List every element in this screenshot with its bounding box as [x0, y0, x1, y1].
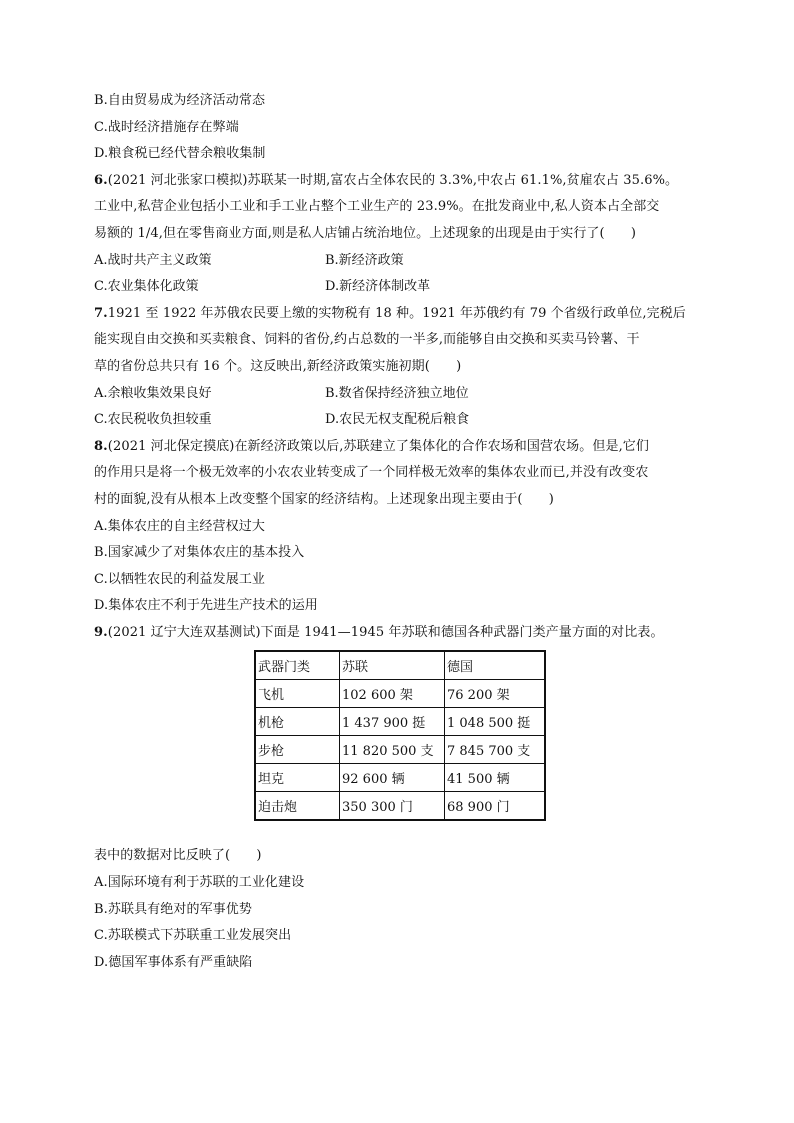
table-cell: 7 845 700 支: [445, 736, 546, 764]
q7-options-row-2: [94, 411, 714, 429]
q6-stem-line-3: 易额的 1/4,但在零售商业方面,则是私人店铺占统治地位。上述现象的出现是由于实行了( ): [94, 225, 637, 241]
q8-stem-line-3: 村的面貌,没有从根本上改变整个国家的经济结构。上述现象出现主要由于( ): [94, 491, 554, 507]
q7-option-c: C.农民税收负担较重: [94, 412, 212, 428]
table-cell: 机枪: [255, 708, 340, 736]
q5-option-b: B.自由贸易成为经济活动常态: [94, 93, 266, 108]
table-row: [255, 792, 545, 821]
q8-stem-line-1: [94, 438, 714, 456]
q9-option-c: C.苏联模式下苏联重工业发展突出: [94, 928, 292, 944]
table-row: [255, 708, 545, 736]
q7-option-a: A.余粮收集效果良好: [94, 385, 212, 401]
q6-stem-line-1: [94, 172, 714, 190]
q8-stem-line-2: 的作用只是将一个极无效率的小农农业转变成了一个同样极无效率的集体农业而已,并没有改变农: [94, 465, 649, 481]
q6-option-b: B.新经济政策: [325, 252, 404, 268]
weapons-table-wrapper: [254, 650, 714, 821]
q7-stem-line-3: 草的省份总共只有 16 个。这反映出,新经济政策实施初期( ): [94, 358, 462, 374]
q9-question: 表中的数据对比反映了( ): [94, 848, 262, 864]
table-cell: 41 500 辆: [445, 764, 546, 792]
q8-option-a: A.集体农庄的自主经营权过大: [94, 518, 265, 534]
table-cell: 102 600 架: [340, 680, 445, 708]
q7-option-d: D.农民无权支配税后粮食: [325, 412, 470, 428]
table-row: [255, 764, 545, 792]
q8-option-c: C.以牺牲农民的利益发展工业: [94, 571, 266, 587]
q9-option-a: A.国际环境有利于苏联的工业化建设: [94, 875, 305, 891]
table-cell: 迫击炮: [255, 792, 340, 821]
q9-stem: [94, 624, 714, 642]
table-cell: 76 200 架: [445, 680, 546, 708]
q5-option-c: C.战时经济措施存在弊端: [94, 119, 239, 135]
q5-option-d: D.粮食税已经代替余粮收集制: [94, 146, 266, 162]
table-cell: 350 300 门: [340, 792, 445, 821]
q9-option-b: B.苏联具有绝对的军事优势: [94, 901, 252, 917]
q8-option-d: D.集体农庄不利于先进生产技术的运用: [94, 598, 318, 614]
table-cell: 1 048 500 挺: [445, 708, 546, 736]
exam-page: [94, 92, 714, 980]
table-header-cell: 武器门类: [255, 651, 340, 680]
table-cell: 坦克: [255, 764, 340, 792]
weapons-comparison-table: [254, 650, 546, 821]
table-cell: 步枪: [255, 736, 340, 764]
q6-options-row-1: [94, 252, 714, 270]
q7-stem-line-1: [94, 305, 714, 323]
q9-option-d: D.德国军事体系有严重缺陷: [94, 954, 253, 970]
q9-stem-text: (2021 辽宁大连双基测试)下面是 1941—1945 年苏联和德国各种武器门类产量方面的对比表。: [107, 624, 664, 640]
q6-stem-text-1: (2021 河北张家口模拟)苏联某一时期,富农占全体农民的 3.3%,中农占 61.1%,贫雇农占 35.6%。: [107, 172, 679, 188]
q8-option-b: B.国家减少了对集体农庄的基本投入: [94, 545, 305, 561]
table-cell: 1 437 900 挺: [340, 708, 445, 736]
table-cell: 68 900 门: [445, 792, 546, 821]
table-cell: 92 600 辆: [340, 764, 445, 792]
q6-option-d: D.新经济体制改革: [325, 279, 431, 295]
q6-option-a: A.战时共产主义政策: [94, 252, 212, 268]
table-header-row: [255, 651, 545, 680]
table-cell: 飞机: [255, 680, 340, 708]
q7-option-b: B.数省保持经济独立地位: [325, 385, 469, 401]
q6-options-row-2: [94, 278, 714, 296]
q7-stem-text-1: 1921 至 1922 年苏俄农民要上缴的实物税有 18 种。1921 年苏俄约有 79 个省级行政单位,完税后: [107, 305, 686, 321]
q8-stem-text-1: (2021 河北保定摸底)在新经济政策以后,苏联建立了集体化的合作农场和国营农场。但是,它们: [107, 438, 650, 454]
table-cell: 11 820 500 支: [340, 736, 445, 764]
q7-number: 7.: [94, 305, 108, 321]
table-header-cell: 苏联: [340, 651, 445, 680]
table-header-cell: 德国: [445, 651, 546, 680]
q9-number: 9.: [94, 624, 108, 640]
q6-option-c: C.农业集体化政策: [94, 279, 199, 295]
q6-stem-line-2: 工业中,私营企业包括小工业和手工业占整个工业生产的 23.9%。在批发商业中,私人资本占全部交: [94, 199, 660, 215]
q7-options-row-1: [94, 385, 714, 403]
q7-stem-line-2: 能实现自由交换和买卖粮食、饲料的省份,约占总数的一半多,而能够自由交换和买卖马铃薯、干: [94, 332, 640, 348]
table-row: [255, 736, 545, 764]
q8-number: 8.: [94, 438, 108, 454]
q6-number: 6.: [94, 172, 108, 188]
table-row: [255, 680, 545, 708]
